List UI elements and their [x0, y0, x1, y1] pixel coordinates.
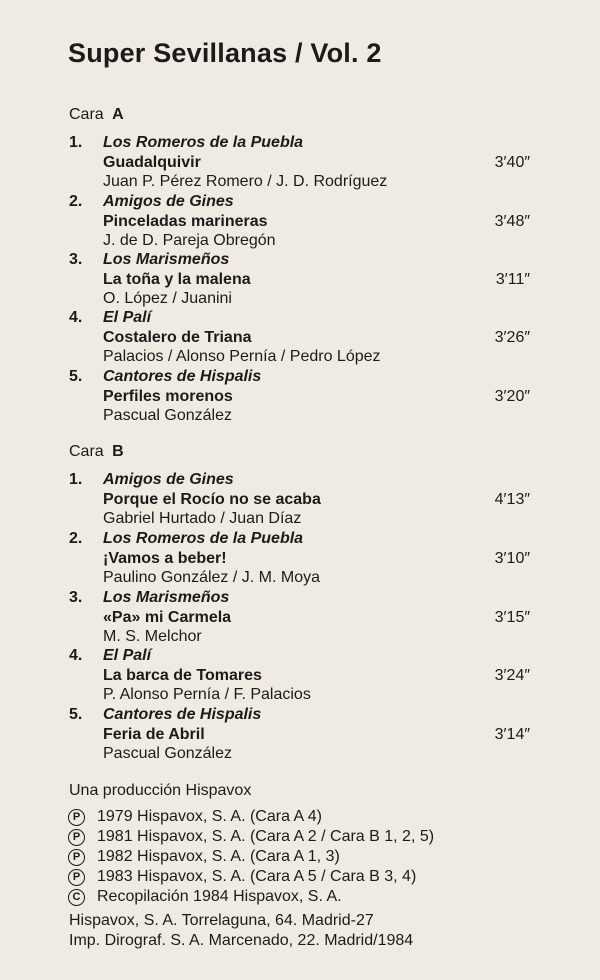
- track-artist: Los Romeros de la Puebla: [103, 134, 304, 151]
- phonogram-icon: P: [68, 809, 85, 826]
- side-a-heading: [69, 106, 124, 124]
- side-label: Cara: [69, 106, 104, 123]
- track-duration: 3′26″: [494, 328, 530, 346]
- track-a3: [0, 251, 600, 311]
- copyright-line: [68, 868, 416, 886]
- track-title: Costalero de Triana: [103, 328, 252, 346]
- track-title: Porque el Rocío no se acaba: [103, 490, 321, 508]
- track-number: 1.: [69, 471, 83, 488]
- copyright-icon: C: [68, 889, 85, 906]
- album-title: Super Sevillanas / Vol. 2: [68, 38, 382, 68]
- track-artist: Los Marismeños: [103, 589, 230, 606]
- track-artist: Amigos de Gines: [103, 471, 234, 488]
- production-credit: Una producción Hispavox: [69, 782, 252, 799]
- track-duration: 3′20″: [494, 387, 530, 405]
- side-letter: A: [112, 106, 124, 123]
- side-letter: B: [112, 443, 124, 460]
- track-number: 5.: [69, 706, 83, 723]
- track-number: 4.: [69, 309, 83, 326]
- printer-credit: Imp. Dirograf. S. A. Marcenado, 22. Madrid/1984: [69, 932, 414, 949]
- copyright-text: 1982 Hispavox, S. A. (Cara A 1, 3): [97, 848, 340, 865]
- track-title: Guadalquivir: [103, 153, 201, 171]
- track-authors: Pascual González: [103, 745, 232, 762]
- track-duration: 3′14″: [494, 725, 530, 743]
- track-duration: 3′10″: [494, 549, 530, 567]
- track-title: Perfiles morenos: [103, 387, 233, 405]
- track-number: 5.: [69, 368, 83, 385]
- track-duration: 3′48″: [494, 212, 530, 230]
- track-b4: [0, 647, 600, 707]
- track-authors: M. S. Melchor: [103, 628, 202, 645]
- copyright-line: [68, 888, 342, 906]
- track-artist: Cantores de Hispalis: [103, 368, 262, 385]
- track-a1: [0, 134, 600, 194]
- track-authors: Palacios / Alonso Pernía / Pedro López: [103, 348, 381, 365]
- track-artist: Cantores de Hispalis: [103, 706, 262, 723]
- track-duration: 3′24″: [494, 666, 530, 684]
- copyright-line: [68, 828, 434, 846]
- track-b5: [0, 706, 600, 766]
- track-title: La barca de Tomares: [103, 666, 262, 684]
- track-number: 3.: [69, 251, 83, 268]
- track-b2: [0, 530, 600, 590]
- track-artist: Los Marismeños: [103, 251, 230, 268]
- track-number: 4.: [69, 647, 83, 664]
- track-a4: [0, 309, 600, 369]
- phonogram-icon: P: [68, 829, 85, 846]
- track-number: 2.: [69, 193, 83, 210]
- track-artist: El Palí: [103, 309, 152, 326]
- track-authors: Paulino González / J. M. Moya: [103, 569, 320, 586]
- track-artist: El Palí: [103, 647, 152, 664]
- copyright-line: [68, 808, 322, 826]
- track-artist: Los Romeros de la Puebla: [103, 530, 304, 547]
- track-duration: 3′11″: [495, 270, 530, 288]
- side-label: Cara: [69, 443, 104, 460]
- track-title: La toña y la malena: [103, 270, 251, 288]
- track-authors: P. Alonso Pernía / F. Palacios: [103, 686, 311, 703]
- track-a2: [0, 193, 600, 253]
- track-authors: Gabriel Hurtado / Juan Díaz: [103, 510, 302, 527]
- track-number: 1.: [69, 134, 83, 151]
- track-number: 2.: [69, 530, 83, 547]
- publisher-address: Hispavox, S. A. Torrelaguna, 64. Madrid-27: [69, 912, 374, 929]
- track-duration: 4′13″: [494, 490, 530, 508]
- copyright-text: 1979 Hispavox, S. A. (Cara A 4): [97, 808, 323, 825]
- track-number: 3.: [69, 589, 83, 606]
- track-duration: 3′15″: [494, 608, 530, 626]
- track-title: «Pa» mi Carmela: [103, 608, 232, 626]
- track-title: Feria de Abril: [103, 725, 205, 743]
- track-a5: [0, 368, 600, 428]
- copyright-text: 1983 Hispavox, S. A. (Cara A 5 / Cara B 3, 4): [97, 868, 417, 885]
- copyright-text: 1981 Hispavox, S. A. (Cara A 2 / Cara B 1, 2, 5): [97, 828, 435, 845]
- phonogram-icon: P: [68, 849, 85, 866]
- track-b3: [0, 589, 600, 649]
- track-artist: Amigos de Gines: [103, 193, 234, 210]
- copyright-line: [68, 848, 340, 866]
- copyright-text: Recopilación 1984 Hispavox, S. A.: [97, 888, 342, 905]
- track-authors: Pascual González: [103, 407, 232, 424]
- track-duration: 3′40″: [494, 153, 530, 171]
- track-b1: [0, 471, 600, 531]
- track-authors: Juan P. Pérez Romero / J. D. Rodríguez: [103, 173, 388, 190]
- track-authors: O. López / Juanini: [103, 290, 232, 307]
- track-title: ¡Vamos a beber!: [103, 549, 227, 567]
- track-title: Pinceladas marineras: [103, 212, 268, 230]
- phonogram-icon: P: [68, 869, 85, 886]
- side-b-heading: [69, 443, 124, 461]
- track-authors: J. de D. Pareja Obregón: [103, 232, 276, 249]
